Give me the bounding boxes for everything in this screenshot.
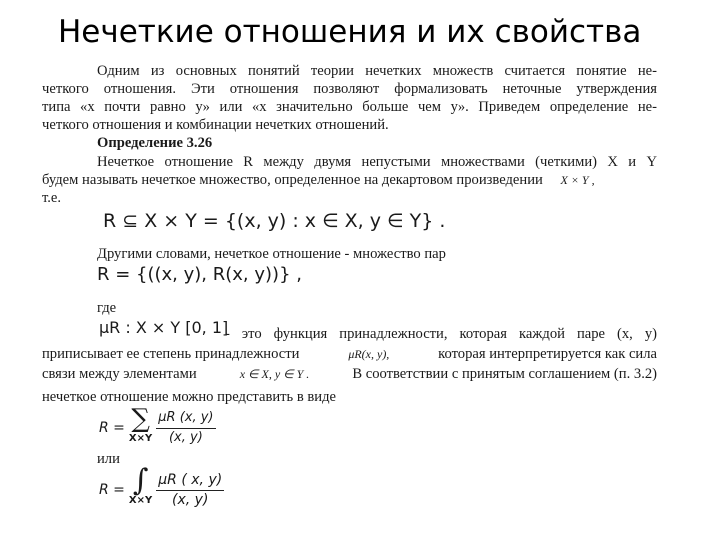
function-line-2a: приписывает ее степень принадлежности — [42, 346, 300, 362]
intro-line-3: типа «x почти равно y» или «x значительно больше чем y». Приведем определение не- — [42, 99, 657, 115]
integral-operator-group — [128, 463, 153, 510]
sum-subscript: X×Y — [128, 433, 153, 444]
integral-symbol: ∫ — [132, 463, 149, 498]
function-line-1: - это функция принадлежности, которая каждой паре (x, y) — [225, 326, 657, 342]
or-label: или — [97, 451, 120, 467]
definition-line-2 — [42, 171, 595, 189]
formula-relation-subset: R ⊆ X × Y = {(x, y) : x ∈ X, y ∈ Y} . — [103, 210, 446, 232]
function-line-3a: связи между элементами — [42, 366, 197, 382]
sum-symbol: ∑ — [131, 404, 150, 434]
formula-integral — [99, 463, 224, 510]
integral-numerator: μR ( x, y) — [156, 471, 224, 490]
definition-line-3: т.е. — [42, 190, 62, 206]
integral-fraction — [156, 471, 224, 508]
sum-numerator: μR (x, y) — [156, 409, 215, 428]
intro-line-2: четкого отношения. Эти отношения позволяют формализовать неточные утверждения — [42, 81, 657, 97]
function-line-4: нечеткое отношение можно представить в виде — [42, 389, 336, 405]
elements-math: x ∈ X, y ∈ Y . — [239, 367, 310, 381]
slide-title: Нечеткие отношения и их свойства — [58, 14, 642, 50]
function-line-2 — [42, 345, 657, 363]
definition-line-1: Нечеткое отношение R между двумя непустыми множествами (четкими) X и Y — [97, 154, 657, 170]
intro-line-1: Одним из основных понятий теории нечетких множеств считается понятие не- — [97, 63, 657, 79]
definition-heading: Определение 3.26 — [97, 135, 213, 151]
function-line-3b: В соответствии с принятым соглашением (п. 3.2) — [352, 366, 657, 382]
other-words-line: Другими словами, нечеткое отношение - множество пар — [97, 246, 446, 262]
integral-subscript: X×Y — [128, 495, 153, 506]
function-line-3 — [42, 365, 657, 383]
function-line-2b: которая интерпретируется как сила — [438, 346, 657, 362]
integral-denominator: (x, y) — [172, 491, 209, 508]
formula-sum — [99, 404, 216, 448]
cartesian-product-math: X × Y , — [560, 173, 595, 187]
sum-lhs: R = — [99, 420, 125, 436]
sum-operator-group — [128, 404, 153, 448]
formula-set-of-pairs: R = {((x, y), R(x, y))} , — [97, 264, 302, 285]
sum-fraction — [156, 409, 215, 446]
where-label: где — [97, 300, 117, 316]
membership-math: μR(x, y), — [348, 347, 390, 361]
intro-line-4: четкого отношения и комбинации нечетких отношений. — [42, 117, 389, 133]
definition-line-2-text: будем называть нечеткое множество, определенное на декартовом произведении — [42, 172, 543, 188]
sum-denominator: (x, y) — [168, 429, 203, 445]
formula-membership-map: μR : X × Y [0, 1] — [99, 318, 229, 337]
integral-lhs: R = — [99, 482, 125, 498]
